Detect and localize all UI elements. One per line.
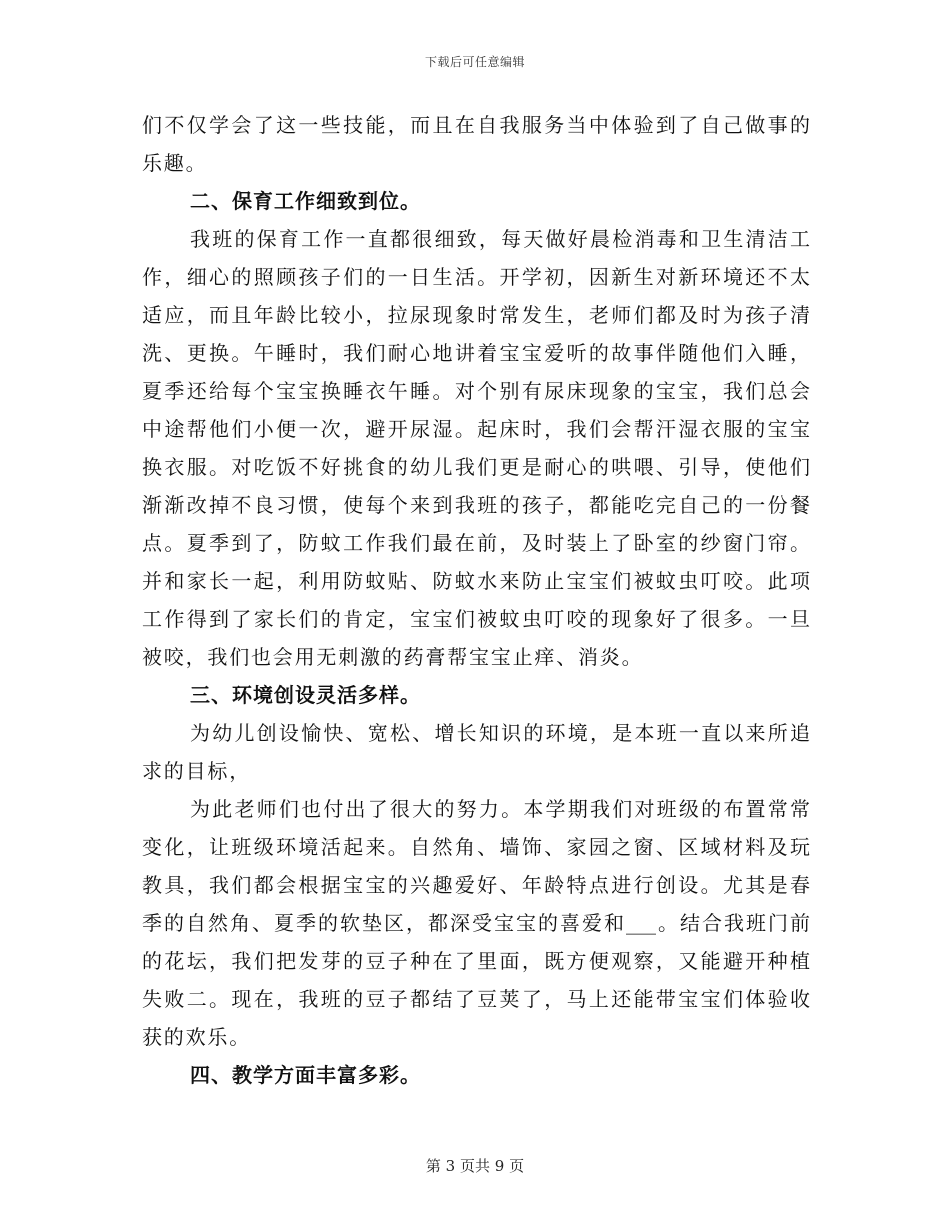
text-line: 点。夏季到了，防蚊工作我们最在前，及时装上了卧室的纱窗门帘。 xyxy=(142,531,810,555)
text-line: 的花坛，我们把发芽的豆子种在了里面，既方便观察，又能避开种植 xyxy=(142,949,810,973)
text-line: 为此老师们也付出了很大的努力。本学期我们对班级的布置常常 xyxy=(190,797,810,821)
text-line: 工作得到了家长们的肯定，宝宝们被蚊虫叮咬的现象好了很多。一旦 xyxy=(142,607,810,631)
text-line: 为幼儿创设愉快、宽松、增长知识的环境，是本班一直以来所追 xyxy=(190,721,810,745)
text-line: 获的欢乐。 xyxy=(142,1025,251,1049)
text-line: 季的自然角、夏季的软垫区，都深受宝宝的喜爱和___。结合我班门前 xyxy=(142,911,810,935)
text-line: 教具，我们都会根据宝宝的兴趣爱好、年龄特点进行创设。尤其是春 xyxy=(142,873,810,897)
text-line: 作，细心的照顾孩子们的一日生活。开学初，因新生对新环境还不太 xyxy=(142,265,810,289)
text-line: 我班的保育工作一直都很细致，每天做好晨检消毒和卫生清洁工 xyxy=(190,227,810,251)
text-line: 中途帮他们小便一次，避开尿湿。起床时，我们会帮汗湿衣服的宝宝 xyxy=(142,417,810,441)
page-footer: 第 3 页共 9 页 xyxy=(425,1157,525,1175)
text-line: 适应，而且年龄比较小，拉尿现象时常发生，老师们都及时为孩子清 xyxy=(142,303,810,327)
text-line: 洗、更换。午睡时，我们耐心地讲着宝宝爱听的故事伴随他们入睡， xyxy=(142,341,810,365)
text-line: 失败二。现在，我班的豆子都结了豆荚了，马上还能带宝宝们体验收 xyxy=(142,987,810,1011)
text-line: 渐渐改掉不良习惯，使每个来到我班的孩子，都能吃完自己的一份餐 xyxy=(142,493,810,517)
page-header: 下载后可任意编辑 xyxy=(424,55,525,69)
text-line: 乐趣。 xyxy=(142,151,208,175)
text-line: 夏季还给每个宝宝换睡衣午睡。对个别有尿床现象的宝宝，我们总会 xyxy=(142,379,810,403)
section-heading: 三、环境创设灵活多样。 xyxy=(190,683,421,707)
text-line: 变化，让班级环境活起来。自然角、墙饰、家园之窗、区域材料及玩 xyxy=(142,835,810,859)
document-body xyxy=(142,106,810,1094)
text-line: 换衣服。对吃饭不好挑食的幼儿我们更是耐心的哄喂、引导，使他们 xyxy=(142,455,810,479)
section-heading: 四、教学方面丰富多彩。 xyxy=(190,1063,421,1087)
text-line: 并和家长一起，利用防蚊贴、防蚊水来防止宝宝们被蚊虫叮咬。此项 xyxy=(142,569,810,593)
text-line: 求的目标， xyxy=(142,759,251,783)
section-heading: 二、保育工作细致到位。 xyxy=(190,189,421,213)
text-line: 们不仅学会了这一些技能，而且在自我服务当中体验到了自己做事的 xyxy=(142,113,810,137)
text-line: 被咬，我们也会用无刺激的药膏帮宝宝止痒、消炎。 xyxy=(142,645,644,669)
